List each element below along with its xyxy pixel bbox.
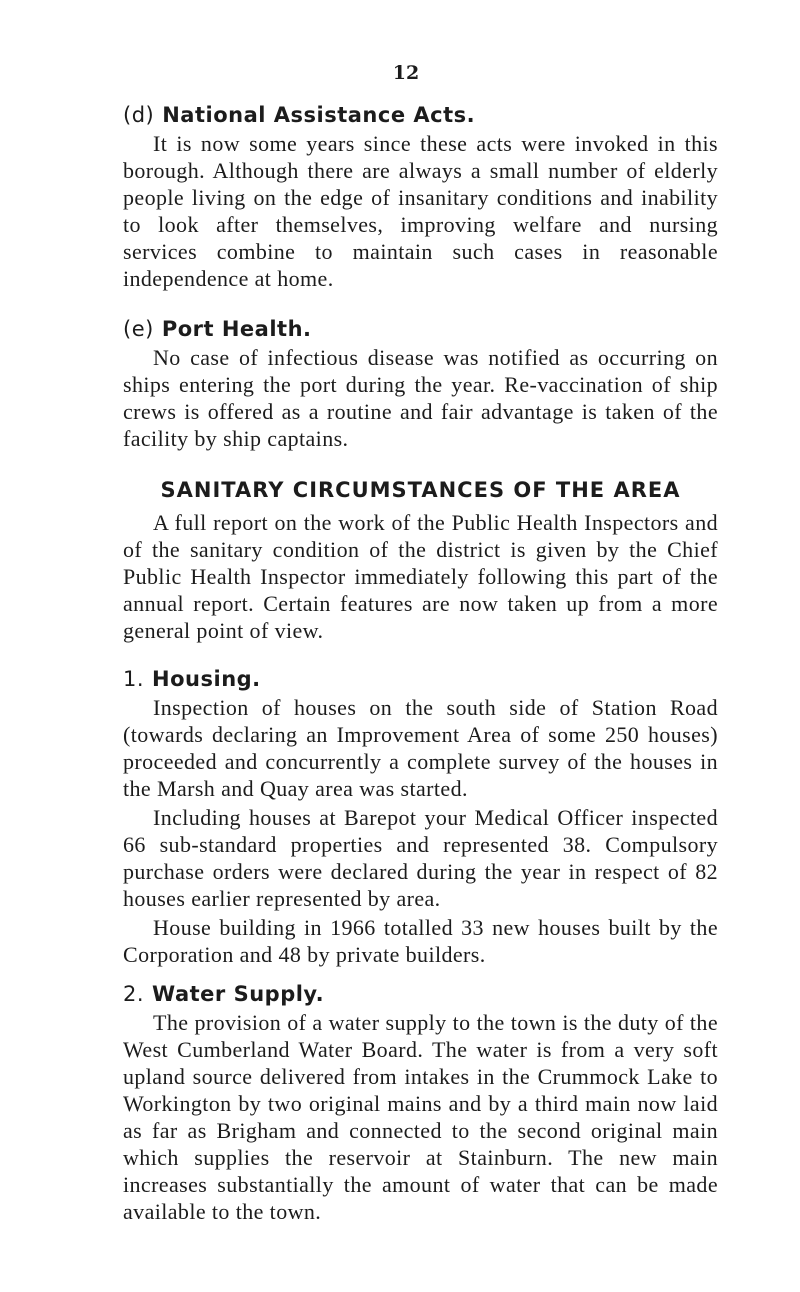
section-heading-water-supply — [123, 979, 718, 1009]
paragraph: The provision of a water supply to the town is the duty of the West Cumberland Water Board. The water is from a very soft upland source delivered from intakes in the Crummock Lake to Workington by two original mains and by a third main now laid as far as Brigham and connected to the second original main which supplies the reservoir at Stainburn. The new main increases substantially the amount of water that can be made available to the town. — [123, 1010, 718, 1224]
section-port-health — [123, 314, 718, 452]
paragraph: Including houses at Barepot your Medical Officer inspected 66 sub-standard properties and represented 38. Compulsory purchase orders were declared during the year in respect of 82 houses earlier represented by area. — [123, 805, 718, 911]
section-sanitary-circumstances — [123, 475, 718, 644]
paragraph: It is now some years since these acts were invoked in this borough. Although there are always a small number of elderly people living on the edge of insanitary conditions and inability to look after themselves, improving welfare and nursing services combine to maintain such cases in reasonable independence at home. — [123, 131, 718, 291]
section-heading-sanitary: SANITARY CIRCUMSTANCES OF THE AREA — [160, 478, 681, 502]
section-title: Port Health. — [161, 317, 312, 341]
paragraph: Inspection of houses on the south side of Station Road (towards declaring an Improvement Area of some 250 houses) proceeded and concurrently a complete survey of the houses in the Marsh and Quay area was started. — [123, 695, 718, 801]
section-national-assistance — [123, 100, 718, 292]
paragraph: A full report on the work of the Public Health Inspectors and of the sanitary condition of the district is given by the Chief Public Health Inspector immediately following this part of the annual report. Certain features are now taken up from a more general point of view. — [123, 510, 718, 643]
paragraph: House building in 1966 totalled 33 new houses built by the Corporation and 48 by private builders. — [123, 915, 718, 967]
section-title: National Assistance Acts. — [162, 103, 476, 127]
section-marker: 1. — [123, 667, 145, 691]
section-heading-national-assistance — [123, 100, 718, 130]
section-housing — [123, 664, 718, 968]
page-number: 12 — [392, 62, 420, 84]
section-heading-housing — [123, 664, 718, 694]
section-marker: 2. — [123, 982, 145, 1006]
section-marker: (e) — [123, 317, 154, 341]
section-heading-port-health — [123, 314, 718, 344]
section-title: Water Supply. — [152, 982, 325, 1006]
section-title: Housing. — [152, 667, 261, 691]
section-marker: (d) — [123, 103, 155, 127]
section-water-supply — [123, 979, 718, 1225]
paragraph: No case of infectious disease was notified as occurring on ships entering the port during the year. Re-vaccination of ship crews is offered as a routine and fair advantage is taken of the facility by ship captains. — [123, 345, 718, 451]
